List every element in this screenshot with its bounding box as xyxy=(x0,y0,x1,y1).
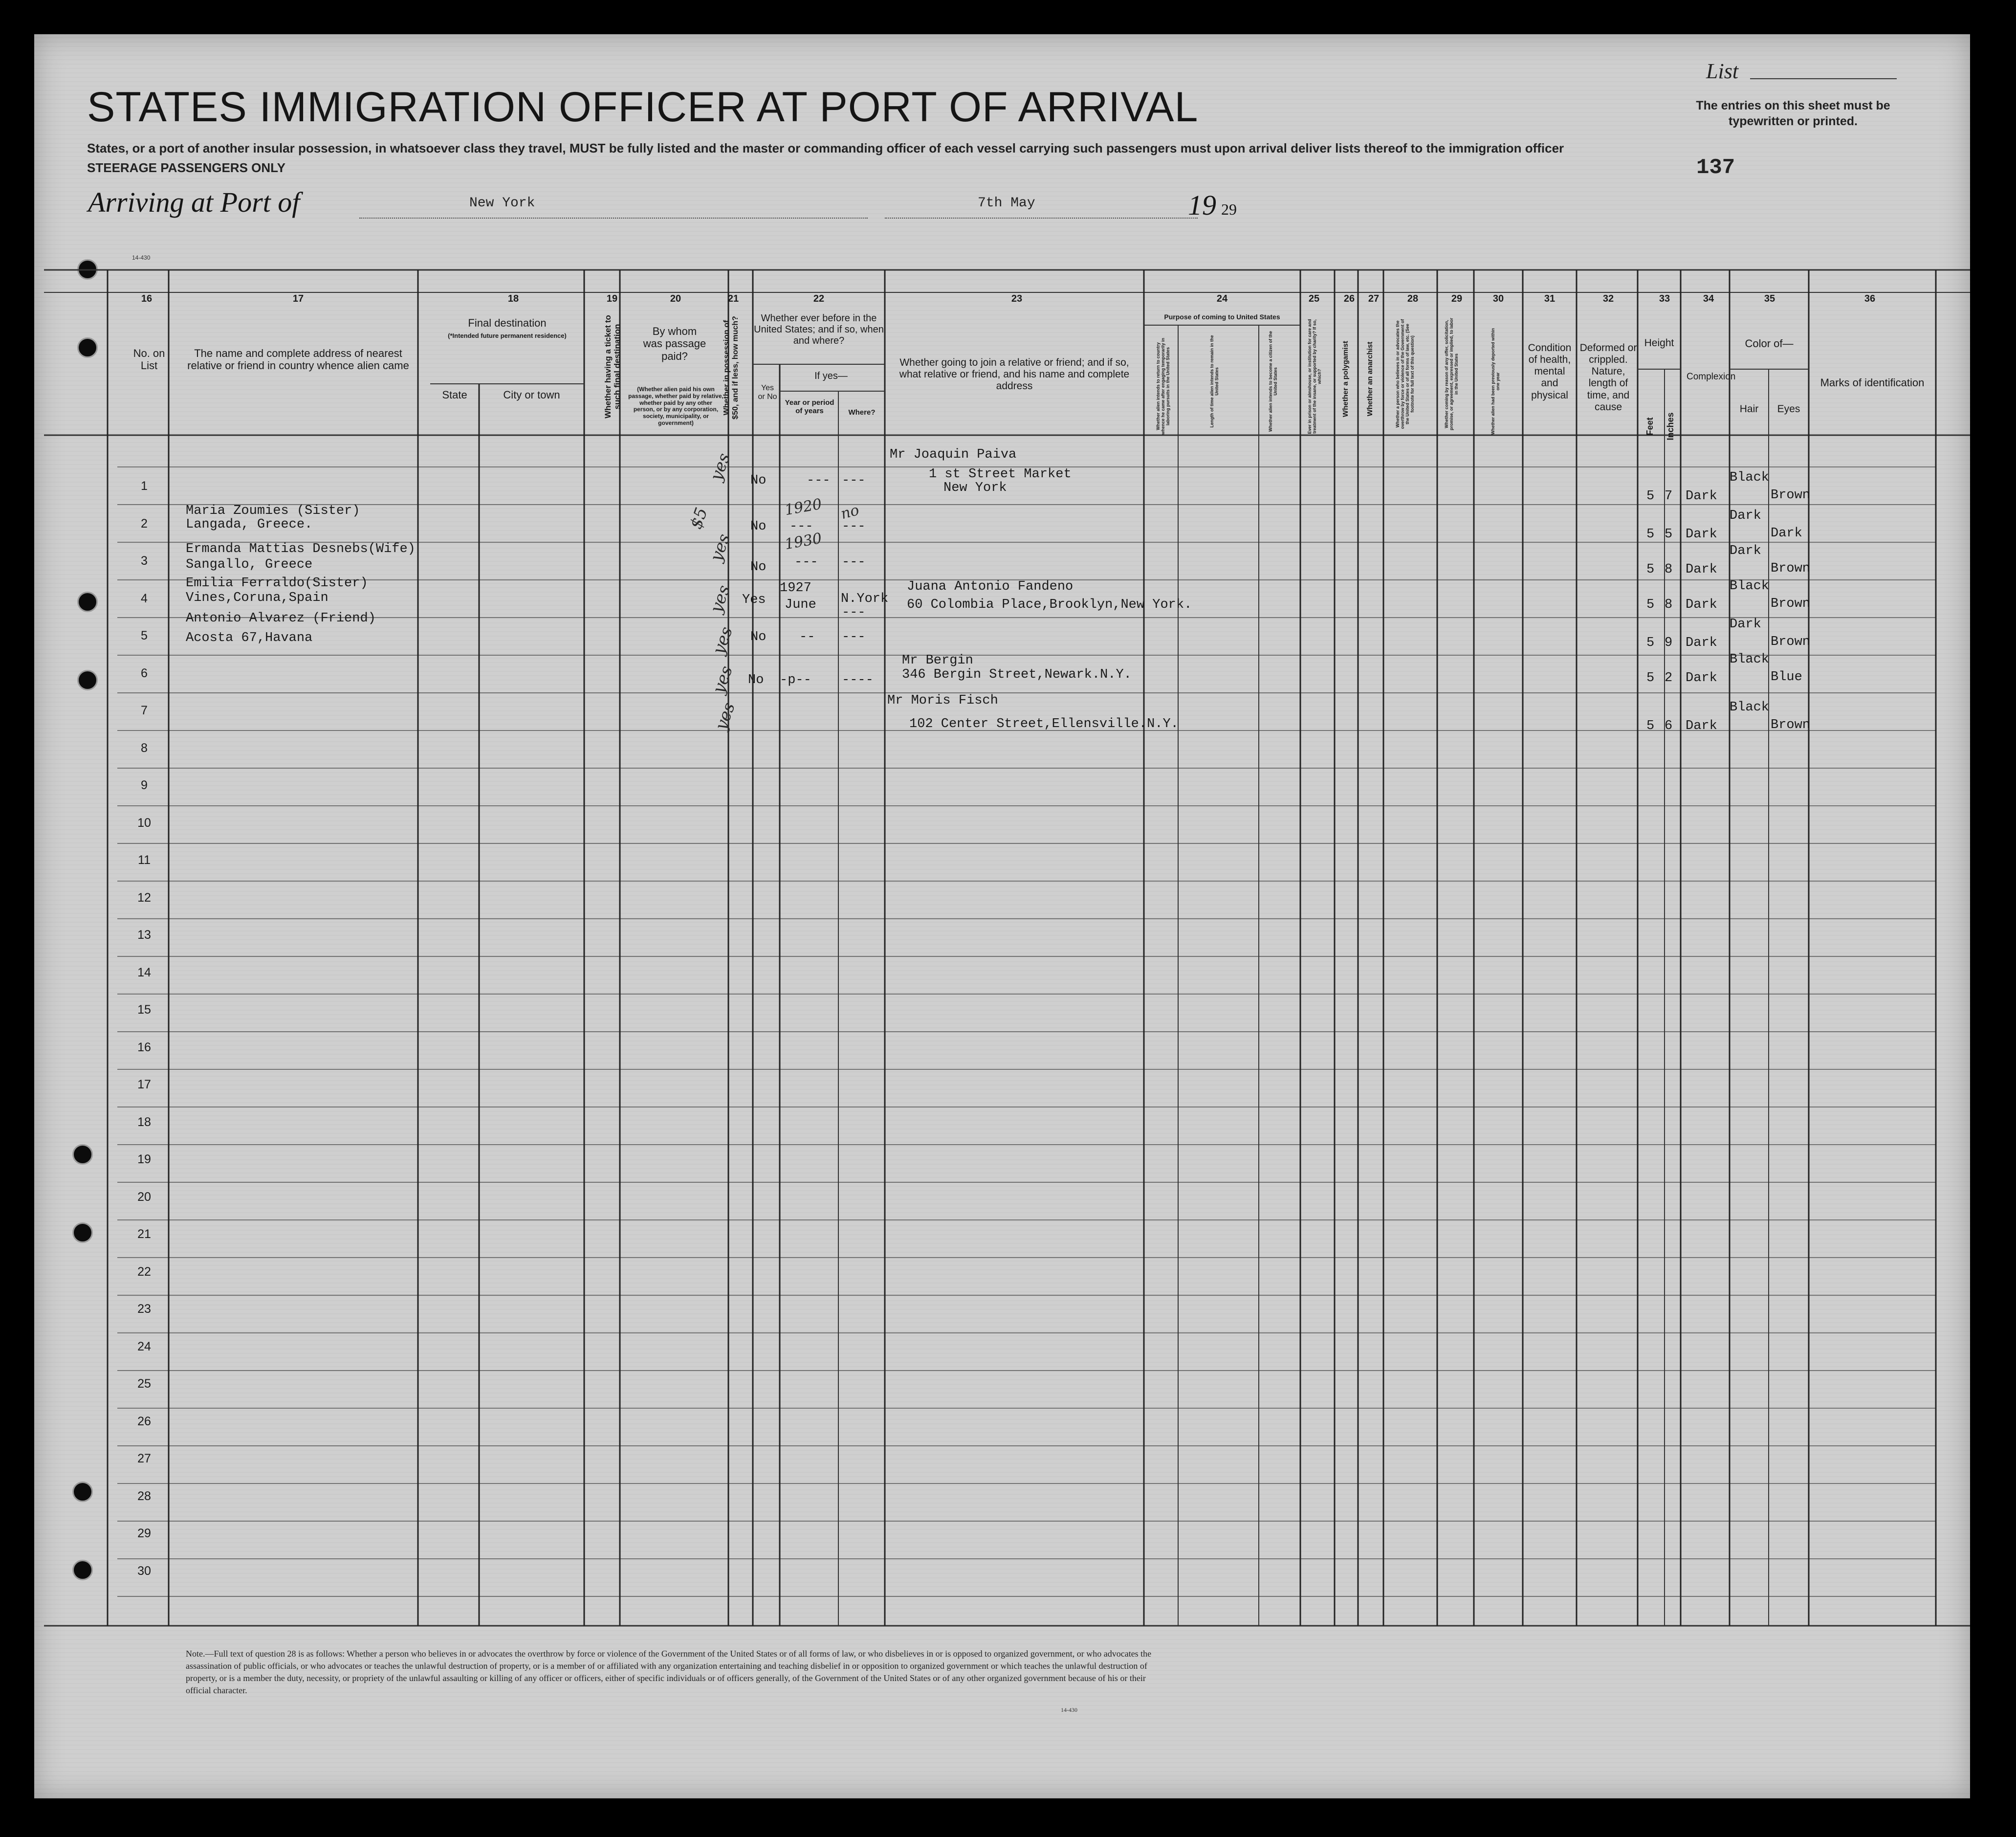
eye-color: Dark xyxy=(1771,526,1802,541)
eye-color: Brown xyxy=(1771,597,1811,611)
ever-before-period: --- xyxy=(794,555,818,570)
row-number: 18 xyxy=(137,1115,151,1129)
ever-before-where: N.York xyxy=(841,592,889,606)
header-overthrow: Whether a person who believes in or advocates the overthrow by force or violence of the Government of the United States or of all forms of law, etc. (See footnote for full text of this question) xyxy=(1395,319,1415,429)
header-labor-offer: Whether coming by reason of any offer, solicitation, promise, or agreement, expressed or implied, to labor in the United States xyxy=(1444,317,1459,431)
date-value: 7th May xyxy=(978,196,1035,211)
handwritten-mark: $5 xyxy=(686,505,712,532)
col-number: 32 xyxy=(1602,293,1614,304)
sheet-number: 137 xyxy=(1696,155,1735,180)
complexion: Dark xyxy=(1686,598,1717,612)
col-number: 28 xyxy=(1407,293,1419,304)
row-number: 4 xyxy=(141,591,148,605)
ever-before-period: --- xyxy=(807,473,831,488)
height-feet: 5 xyxy=(1646,671,1655,686)
col-number: 16 xyxy=(141,293,153,304)
height-inches: 2 xyxy=(1665,671,1673,686)
hair-color: Black xyxy=(1730,652,1770,667)
ever-before-answer: No xyxy=(750,630,767,644)
row-number: 3 xyxy=(141,554,148,568)
join-name: Mr Joaquin Paiva xyxy=(890,447,1017,462)
ever-before-period: June xyxy=(785,598,816,612)
header-purpose: Purpose of coming to United States xyxy=(1164,313,1280,321)
row-number: 12 xyxy=(137,890,151,905)
col-number: 33 xyxy=(1659,293,1670,304)
complexion: Dark xyxy=(1686,527,1717,542)
ever-before-answer: No xyxy=(750,519,767,534)
handwritten-mark: 1920 xyxy=(783,495,823,519)
header-hair: Hair xyxy=(1739,403,1759,415)
header-purpose-length: Length of time alien intends to remain in the United States xyxy=(1209,335,1219,428)
arriving-label: Arriving at Port of xyxy=(88,186,300,218)
join-name: Mr Moris Fisch xyxy=(887,693,998,708)
header-anarchist: Whether an anarchist xyxy=(1366,341,1374,417)
handwritten-mark: 1930 xyxy=(783,530,823,553)
header-state: State xyxy=(442,389,467,401)
row-number: 6 xyxy=(141,666,148,680)
col-number: 26 xyxy=(1343,293,1355,304)
col-number: 25 xyxy=(1308,293,1320,304)
row-number: 29 xyxy=(137,1527,151,1540)
ever-before-answer: No xyxy=(748,673,764,687)
header-if-yes: If yes— xyxy=(814,371,848,381)
hair-color: Black xyxy=(1730,579,1770,594)
relative-address: Vines,Coruna,Spain xyxy=(186,591,329,605)
ever-before-period: --- xyxy=(789,519,813,534)
col-number: 35 xyxy=(1764,293,1775,304)
row-number: 1 xyxy=(141,479,148,493)
hair-color: Dark xyxy=(1730,544,1761,558)
height-inches: 8 xyxy=(1665,598,1673,612)
height-inches: 7 xyxy=(1665,489,1673,504)
ever-before-answer: No xyxy=(750,560,767,575)
header-purpose-citizen: Whether alien intends to become a citizen of the United States xyxy=(1268,331,1278,432)
row-number: 19 xyxy=(137,1152,151,1166)
instructions-text: States, or a port of another insular possession, in whatsoever class they travel, MUST be fully listed and the master or commanding officer of each vessel carrying such passengers must upon arrival deliver lists thereof to the immigration officer xyxy=(87,141,1564,155)
row-number: 14 xyxy=(137,965,151,979)
header-where: Where? xyxy=(848,408,876,417)
handwritten-mark: yes xyxy=(708,624,737,657)
handwritten-mark: yes xyxy=(706,582,734,616)
header-relative-address: The name and complete address of nearest relative or friend in country whence alien came xyxy=(187,347,409,372)
footnote: Note.—Full text of question 28 is as follows: Whether a person who believes in or advocates the overthrow by force or violence of the Government of the United States or of all forms of law, or who disbelieves in or is opposed to organized government, or who advocates the assassination of public officials, or who advocates or teaches the unlawful destruction of property, or is a member of or affiliated with any organization entertaining and teaching disbelief in or opposition to organized government or which teaches the unlawful destruction of property, or is a member the duty, necessity, or propriety of the unlawful assaulting or killing of any officer or officers, either of specific individuals or of officers generally, of the Government of the United States or of any other organized government because of his or their official character. xyxy=(186,1649,1152,1695)
hair-color: Dark xyxy=(1730,617,1761,632)
join-address: New York xyxy=(943,481,1007,495)
row-number: 16 xyxy=(137,1040,151,1054)
height-feet: 5 xyxy=(1646,598,1655,612)
relative-address: Langada, Greece. xyxy=(186,517,313,532)
height-inches: 5 xyxy=(1665,527,1673,542)
header-yes-no: Yes or No xyxy=(758,384,777,401)
form-number: 14-430 xyxy=(1061,1706,1077,1713)
row-number: 5 xyxy=(141,629,148,642)
ever-before-where: --- xyxy=(842,555,866,570)
ever-before-where: --- xyxy=(842,605,866,620)
row-number: 25 xyxy=(137,1377,151,1391)
handwritten-mark: no xyxy=(839,501,861,523)
relative-name: Emilia Ferraldo(Sister) xyxy=(186,576,368,591)
complexion: Dark xyxy=(1686,636,1717,650)
row-number: 9 xyxy=(141,778,148,792)
col-number: 30 xyxy=(1492,293,1504,304)
header-ever-before: Whether ever before in the United States; and if so, when and where? xyxy=(754,313,884,346)
header-health: Condition of health, mental and physical xyxy=(1528,342,1572,401)
row-number: 17 xyxy=(137,1078,151,1091)
relative-name: Maria Zoumies (Sister) xyxy=(186,504,360,518)
height-feet: 5 xyxy=(1646,719,1655,733)
row-number: 28 xyxy=(137,1489,151,1503)
eye-color: Blue xyxy=(1771,670,1802,685)
col-number: 36 xyxy=(1864,293,1876,304)
row-number: 8 xyxy=(141,741,148,755)
ever-before-period: -p-- xyxy=(780,673,811,687)
row-number: 15 xyxy=(137,1003,151,1017)
height-inches: 9 xyxy=(1665,636,1673,650)
col-number: 20 xyxy=(670,293,681,304)
ever-before-where: --- xyxy=(842,630,866,644)
row-number: 2 xyxy=(141,516,148,531)
col-number: 21 xyxy=(727,293,739,304)
complexion: Dark xyxy=(1686,562,1717,577)
ever-before-period: -- xyxy=(799,630,815,644)
col-number: 23 xyxy=(1011,293,1023,304)
height-feet: 5 xyxy=(1646,527,1655,542)
header-eyes: Eyes xyxy=(1777,403,1800,415)
year-prefix: 19 xyxy=(1188,189,1216,221)
header-final-destination-sub: (*Intended future permanent residence) xyxy=(448,332,567,339)
relative-address: Sangallo, Greece xyxy=(186,557,313,572)
complexion: Dark xyxy=(1686,719,1717,733)
relative-name: Ermanda Mattias Desnebs(Wife) xyxy=(186,542,416,556)
ever-before-answer: No xyxy=(750,473,767,488)
eye-color: Brown xyxy=(1771,718,1811,732)
eye-color: Brown xyxy=(1771,488,1811,503)
row-number: 23 xyxy=(137,1302,151,1316)
height-feet: 5 xyxy=(1646,562,1655,577)
eye-color: Brown xyxy=(1771,561,1811,576)
row-number: 27 xyxy=(137,1452,151,1465)
row-number: 11 xyxy=(138,853,151,867)
header-passage-paid-sub: (Whether alien paid his own passage, whether paid by relative, whether paid by any other person, or by any corporation, society, municipality, or government) xyxy=(628,386,723,426)
ever-before-period: 1927 xyxy=(780,581,811,596)
ever-before-where: ---- xyxy=(842,673,874,687)
row-number: 26 xyxy=(137,1414,151,1428)
handwritten-mark: yes xyxy=(706,450,734,484)
col-number: 17 xyxy=(292,293,304,304)
header-ticket: Whether having a ticket to such final destination xyxy=(603,315,622,419)
col-number: 24 xyxy=(1216,293,1228,304)
header-join-relative: Whether going to join a relative or friend; and if so, what relative or friend, and his name and complete address xyxy=(899,357,1130,392)
header-city: City or town xyxy=(503,389,560,401)
complexion: Dark xyxy=(1686,671,1717,686)
header-prison: Ever in prison or almshouse, or institution for care and treatment of the insane, or supported by charity? If so, which? xyxy=(1307,319,1322,434)
row-number: 24 xyxy=(137,1339,151,1353)
port-value: New York xyxy=(469,196,535,211)
header-color-of: Color of— xyxy=(1745,337,1794,350)
col-number: 34 xyxy=(1703,293,1714,304)
year-suffix: 29 xyxy=(1221,200,1237,218)
row-number: 10 xyxy=(137,816,151,830)
entries-note: The entries on this sheet must be typewritten or printed. xyxy=(1696,99,1890,128)
height-inches: 6 xyxy=(1665,719,1673,733)
col-number: 22 xyxy=(813,293,825,304)
header-height: Height xyxy=(1644,337,1674,349)
relative-address: Acosta 67,Havana xyxy=(186,631,313,645)
handwritten-mark: yes xyxy=(706,531,734,564)
row-number: 30 xyxy=(137,1564,151,1578)
relative-name: Antonio Alvarez (Friend) xyxy=(186,611,376,626)
row-number: 21 xyxy=(137,1227,151,1241)
row-number: 7 xyxy=(141,704,148,717)
corner-code: 14-430 xyxy=(132,254,151,261)
row-number: 20 xyxy=(137,1190,151,1204)
col-number: 27 xyxy=(1368,293,1380,304)
height-feet: 5 xyxy=(1646,636,1655,650)
header-deformed: Deformed or crippled. Nature, length of time, and cause xyxy=(1579,342,1637,413)
join-address: 346 Bergin Street,Newark.N.Y. xyxy=(902,667,1132,682)
header-passage-paid: By whom was passage paid? xyxy=(643,325,706,362)
col-number: 29 xyxy=(1451,293,1463,304)
col-number: 31 xyxy=(1544,293,1556,304)
hair-color: Black xyxy=(1730,700,1770,715)
join-address: 60 Colombia Place,Brooklyn,New York. xyxy=(907,598,1192,612)
header-feet: Feet xyxy=(1645,417,1655,436)
join-name: Mr Bergin xyxy=(902,653,973,668)
join-name: Juana Antonio Fandeno xyxy=(907,579,1074,594)
row-number: 13 xyxy=(137,928,151,942)
height-inches: 8 xyxy=(1665,562,1673,577)
ever-before-answer: Yes xyxy=(742,593,766,607)
header-final-destination: Final destination xyxy=(468,317,547,329)
complexion: Dark xyxy=(1686,489,1717,504)
row-number: 22 xyxy=(137,1264,151,1279)
ever-before-where: --- xyxy=(842,473,866,488)
handwritten-mark: yes xyxy=(708,663,737,696)
header-complexion: Complexion xyxy=(1687,372,1736,382)
list-label: List xyxy=(1706,59,1739,83)
hair-color: Black xyxy=(1730,470,1770,485)
steerage-label: STEERAGE PASSENGERS ONLY xyxy=(87,160,285,175)
eye-color: Brown xyxy=(1771,635,1811,649)
header-polygamist: Whether a polygamist xyxy=(1341,341,1350,417)
header-fifty-dollars: Whether in possession of $50, and if less, how much? xyxy=(723,316,740,420)
col-number: 18 xyxy=(507,293,519,304)
ever-before-where: --- xyxy=(842,519,866,534)
col-number: 19 xyxy=(606,293,618,304)
hair-color: Dark xyxy=(1730,509,1761,523)
page-title: STATES IMMIGRATION OFFICER AT PORT OF ARRIVAL xyxy=(87,84,1199,131)
join-address: 1 st Street Market xyxy=(929,467,1072,482)
header-no-on-list: No. on List xyxy=(133,347,165,372)
header-marks: Marks of identification xyxy=(1820,376,1925,389)
handwritten-mark: yes xyxy=(711,700,739,733)
header-period: Year or period of years xyxy=(785,398,834,416)
header-purpose-return: Whether alien intends to return to country whence he came after engaging temporarily in laboring pursuits in the United States xyxy=(1156,337,1170,435)
header-inches: Inches xyxy=(1665,412,1675,441)
height-feet: 5 xyxy=(1646,489,1655,504)
header-deported: Whether alien had been previously deported within one year xyxy=(1490,328,1500,435)
join-address: 102 Center Street,Ellensville.N.Y. xyxy=(909,717,1179,731)
